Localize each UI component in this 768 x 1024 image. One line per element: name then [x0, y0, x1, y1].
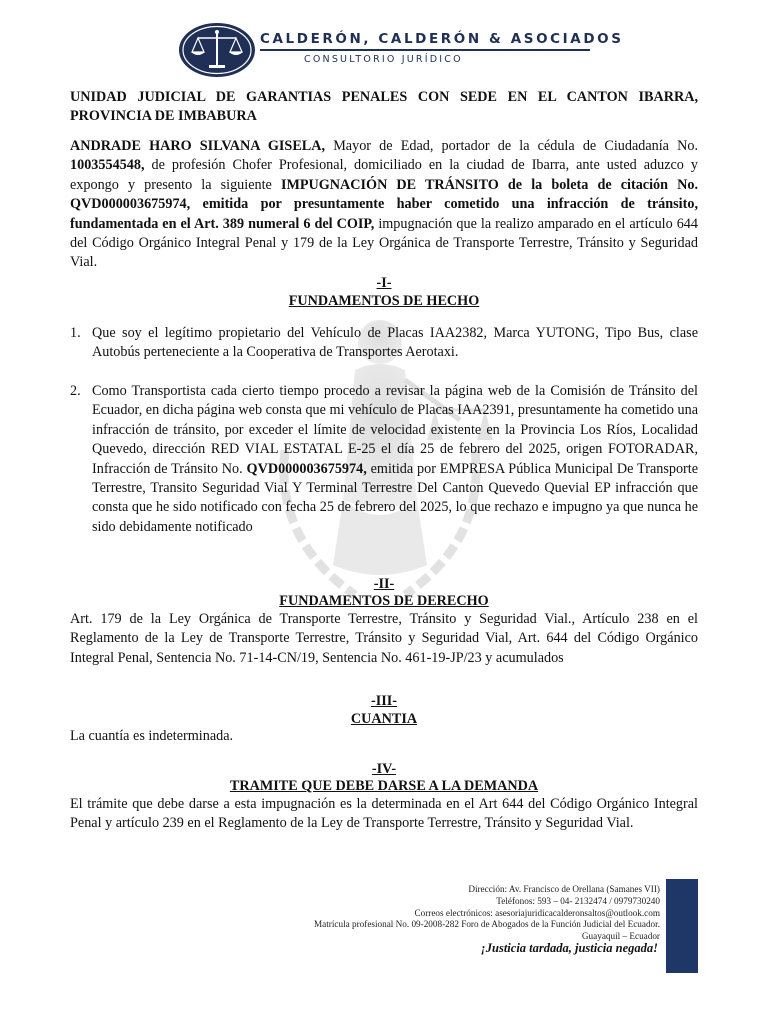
intro-paragraph [70, 137, 698, 273]
footer-matricula: Matrícula profesional No. 09-2008-282 Foro de Abogados de la Función Judicial del Ecuador. [314, 919, 660, 930]
section-3-number: -III- [370, 693, 397, 709]
list-item [70, 382, 698, 537]
scales-of-justice-logo [178, 22, 256, 78]
infraction-number: QVD000003675974, [246, 460, 367, 477]
list-item-text-a: Como Transportista cada cierto tiempo procedo a revisar la página web de la Comisión de Tránsito del Ecuador, en dicha página web consta que mi vehículo de Placas IAA2391, presuntamente ha cometido una infracción de tránsito, por exceder el límite de velocidad existente en la Provincia Los Ríos, Localidad Quevedo, dirección RED VIAL ESTATAL E-25 el día 25 de febrero del 2025, origen FOTORADAR, Infracción de Tránsito No. [92, 383, 698, 477]
section-2-text: Art. 179 de la Ley Orgánica de Transporte Terrestre, Tránsito y Seguridad Vial., Artículo 238 en el Reglamento de la Ley de Transporte Terrestre, Tránsito y Seguridad Vial, Art. 644 del Código Orgánico Integral Penal, Sentencia No. 71-14-CN/19, Sentencia No. 461-19-JP/23 y acumulados [70, 611, 698, 666]
section-1-title: FUNDAMENTOS DE HECHO [288, 293, 480, 309]
section-2-title: FUNDAMENTOS DE DERECHO [279, 593, 489, 609]
section-2-number: -II- [373, 576, 395, 592]
section-4-title: TRAMITE QUE DEBE DARSE A LA DEMANDA [229, 778, 539, 794]
list-item-number: 1. [70, 325, 81, 341]
footer-city: Guayaquil – Ecuador [581, 931, 660, 942]
intro-text-1: Mayor de Edad, portador de la cédula de Ciudadanía No. [325, 138, 698, 154]
facts-list-2 [70, 382, 698, 537]
footer-motto: ¡Justicia tardada, justicia negada! [480, 941, 658, 955]
intro-text-3: impugnación que la realizo amparado en el artículo 644 del Código Orgánico Integral Penal y 179 de la Ley Orgánica de Transporte Terrestre, Tránsito y Seguridad Vial. [70, 215, 698, 271]
footer-phones: Teléfonos: 593 – 04- 2132474 / 0979730240 [496, 895, 660, 906]
list-item [70, 324, 698, 363]
firm-name: CALDERÓN, CALDERÓN & ASOCIADOS [260, 31, 624, 47]
footer-contact [200, 884, 660, 943]
petitioner-name: ANDRADE HARO SILVANA GISELA, [70, 138, 326, 154]
list-item-number: 2. [70, 383, 81, 399]
cedula-number: 1003554548, [70, 157, 145, 174]
impugnation-claim: IMPUGNACIÓN DE TRÁNSITO de la boleta de citación No. QVD000003675974, emitida por presuntamente haber cometido una infracción de tránsito, fundamentada en el Art. 389 numeral 6 del COIP, [70, 176, 698, 232]
section-3-title: CUANTIA [350, 711, 418, 727]
list-item-text: Que soy el legítimo propietario del Vehículo de Placas IAA2382, Marca YUTONG, Tipo Bus, clase Autobús perteneciente a la Cooperativa de Transportes Aerotaxi. [92, 325, 698, 361]
facts-list [70, 324, 698, 363]
section-4-text: El trámite que debe darse a esta impugnación es la determinada en el Art 644 del Código Orgánico Integral Penal y artículo 239 en el Reglamento de la Ley de Transporte Terrestre, Tránsito y Seguridad Vial. [70, 796, 698, 832]
addressee-heading: UNIDAD JUDICIAL DE GARANTIAS PENALES CON SEDE EN EL CANTON IBARRA, PROVINCIA DE IMBABURA [70, 89, 698, 125]
footer-emails: Correos electrónicos: asesoriajuridicacalderonsaltos@outlook.com [414, 907, 660, 918]
section-3-text: La cuantía es indeterminada. [70, 728, 234, 744]
footer-address: Dirección: Av. Francisco de Orellana (Samanes VII) [468, 884, 660, 894]
footer-color-bar [666, 879, 698, 973]
letterhead-divider [260, 49, 590, 51]
letterhead [178, 22, 624, 76]
section-4-number: -IV- [371, 761, 397, 777]
intro-text-2: de profesión Chofer Profesional, domiciliado en la ciudad de Ibarra, ante usted aduzco y expongo y presento la siguiente [70, 157, 698, 193]
list-item-text-b: emitida por EMPRESA Pública Municipal De Transporte Terrestre, Transito Seguridad Vial Y Terminal Terrestre Del Canton Quevedo Quevial EP infracción que consta que he sido notificado con fecha 25 de febrero del 2025, lo que rechazo e impugno ya que nunca he sido debidamente notificado [92, 460, 699, 535]
section-1-number: -I- [376, 275, 392, 291]
firm-subtitle: CONSULTORIO JURÍDICO [304, 54, 463, 65]
